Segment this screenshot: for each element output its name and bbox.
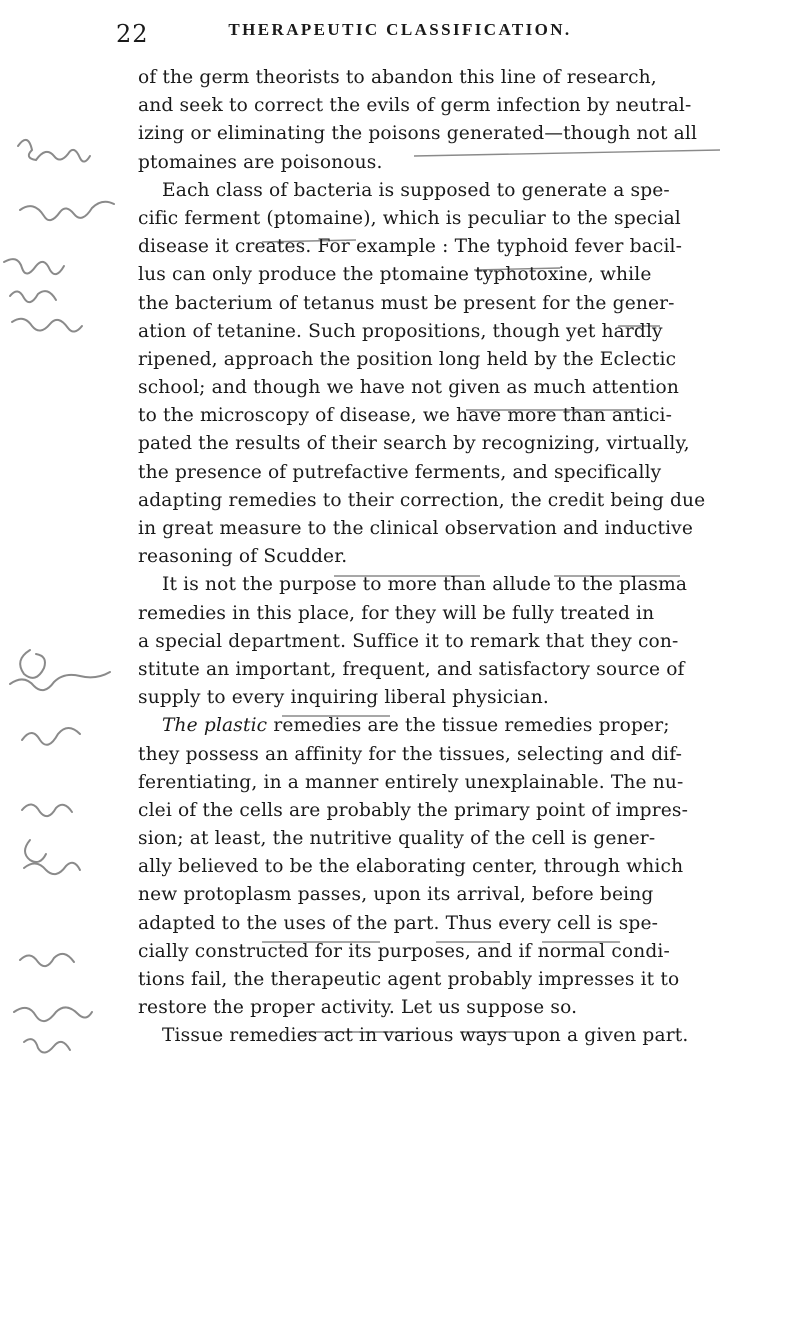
text-line bbox=[138, 177, 778, 205]
text-line bbox=[138, 290, 778, 318]
text-line-content: ation of tetanine. Such propositions, though yet hardly bbox=[138, 320, 663, 342]
text-line-content: It is not the purpose to more than allude to the plasma bbox=[162, 574, 688, 596]
text-line bbox=[138, 120, 778, 148]
text-line bbox=[138, 628, 778, 656]
text-line bbox=[138, 994, 778, 1022]
text-line bbox=[138, 684, 778, 712]
text-line bbox=[138, 346, 778, 374]
text-line-content: they possess an affinity for the tissues, selecting and dif- bbox=[138, 743, 683, 765]
text-line-content: the presence of putrefactive ferments, and specifically bbox=[138, 461, 662, 483]
text-line bbox=[138, 881, 778, 909]
text-line-content: school; and though we have not given as much attention bbox=[138, 377, 679, 399]
text-line bbox=[138, 741, 778, 769]
text-line bbox=[138, 318, 778, 346]
text-line bbox=[138, 430, 778, 458]
page-number: 22 bbox=[116, 20, 149, 48]
text-line-content: to the microscopy of disease, we have more than antici- bbox=[138, 405, 673, 427]
text-line-content: clei of the cells are probably the primary point of impres- bbox=[138, 799, 689, 821]
text-line bbox=[138, 374, 778, 402]
text-line bbox=[138, 571, 778, 599]
text-line bbox=[138, 938, 778, 966]
text-line bbox=[138, 233, 778, 261]
running-head: THERAPEUTIC CLASSIFICATION. bbox=[228, 20, 572, 39]
body-text bbox=[138, 64, 778, 1051]
text-line bbox=[138, 459, 778, 487]
text-line-content: adapted to the uses of the part. Thus every cell is spe- bbox=[138, 912, 659, 934]
text-line-content: and seek to correct the evils of germ infection by neutral- bbox=[138, 95, 692, 117]
text-line bbox=[138, 769, 778, 797]
text-line-content: sion; at least, the nutritive quality of the cell is gener- bbox=[138, 828, 656, 850]
text-line-content: remedies in this place, for they will be fully treated in bbox=[138, 602, 655, 624]
text-line bbox=[138, 487, 778, 515]
text-line-content: ally believed to be the elaborating center, through which bbox=[138, 856, 684, 878]
text-line bbox=[138, 853, 778, 881]
text-line-content: adapting remedies to their correction, the credit being due bbox=[138, 489, 706, 511]
text-line-content: lus can only produce the ptomaine typhotoxine, while bbox=[138, 264, 652, 286]
text-line bbox=[138, 205, 778, 233]
text-line-content: ripened, approach the position long held by the Eclectic bbox=[138, 348, 677, 370]
text-line bbox=[138, 402, 778, 430]
text-line bbox=[138, 600, 778, 628]
text-line bbox=[138, 64, 778, 92]
text-line bbox=[138, 656, 778, 684]
text-line-content: stitute an important, frequent, and satisfactory source of bbox=[138, 658, 685, 680]
text-line-content: cially constructed for its purposes, and if normal condi- bbox=[138, 940, 670, 962]
text-line-content: cific ferment (ptomaine), which is peculiar to the special bbox=[138, 207, 681, 229]
text-line bbox=[138, 92, 778, 120]
text-line-content: new protoplasm passes, upon its arrival, before being bbox=[138, 884, 654, 906]
text-line-content: the bacterium of tetanus must be present for the gener- bbox=[138, 292, 675, 314]
text-line bbox=[138, 515, 778, 543]
text-line-content: Each class of bacteria is supposed to generate a spe- bbox=[162, 179, 670, 201]
text-line-content: reasoning of Scudder. bbox=[138, 546, 348, 568]
text-line bbox=[138, 1022, 778, 1050]
text-line bbox=[138, 543, 778, 571]
text-line-content: remedies are the tissue remedies proper; bbox=[273, 715, 670, 737]
text-line-content: in great measure to the clinical observation and inductive bbox=[138, 518, 693, 539]
text-line bbox=[138, 261, 778, 289]
text-line-content: a special department. Suffice it to remark that they con- bbox=[138, 630, 679, 652]
text-line-content: izing or eliminating the poisons generated—though not all bbox=[138, 123, 698, 145]
text-line bbox=[138, 910, 778, 938]
text-line bbox=[138, 966, 778, 994]
italic-phrase: The plastic bbox=[162, 715, 274, 737]
text-line-content: ptomaines are poisonous. bbox=[138, 151, 383, 173]
text-line-content: ferentiating, in a manner entirely unexplainable. The nu- bbox=[138, 771, 684, 793]
text-line-content: Tissue remedies act in various ways upon a given part. bbox=[162, 1025, 689, 1047]
text-line bbox=[138, 712, 778, 740]
text-line-content: disease it creates. For example : The typhoid fever bacil- bbox=[138, 236, 683, 258]
text-line-content: pated the results of their search by recognizing, virtually, bbox=[138, 433, 690, 455]
text-line-content: tions fail, the therapeutic agent probably impresses it to bbox=[138, 969, 680, 990]
text-line bbox=[138, 825, 778, 853]
text-line-content: of the germ theorists to abandon this line of research, bbox=[138, 67, 657, 88]
text-line bbox=[138, 797, 778, 825]
text-line bbox=[138, 149, 778, 177]
text-line-content: restore the proper activity. Let us suppose so. bbox=[138, 997, 578, 1019]
text-line-content: supply to every inquiring liberal physician. bbox=[138, 687, 549, 709]
